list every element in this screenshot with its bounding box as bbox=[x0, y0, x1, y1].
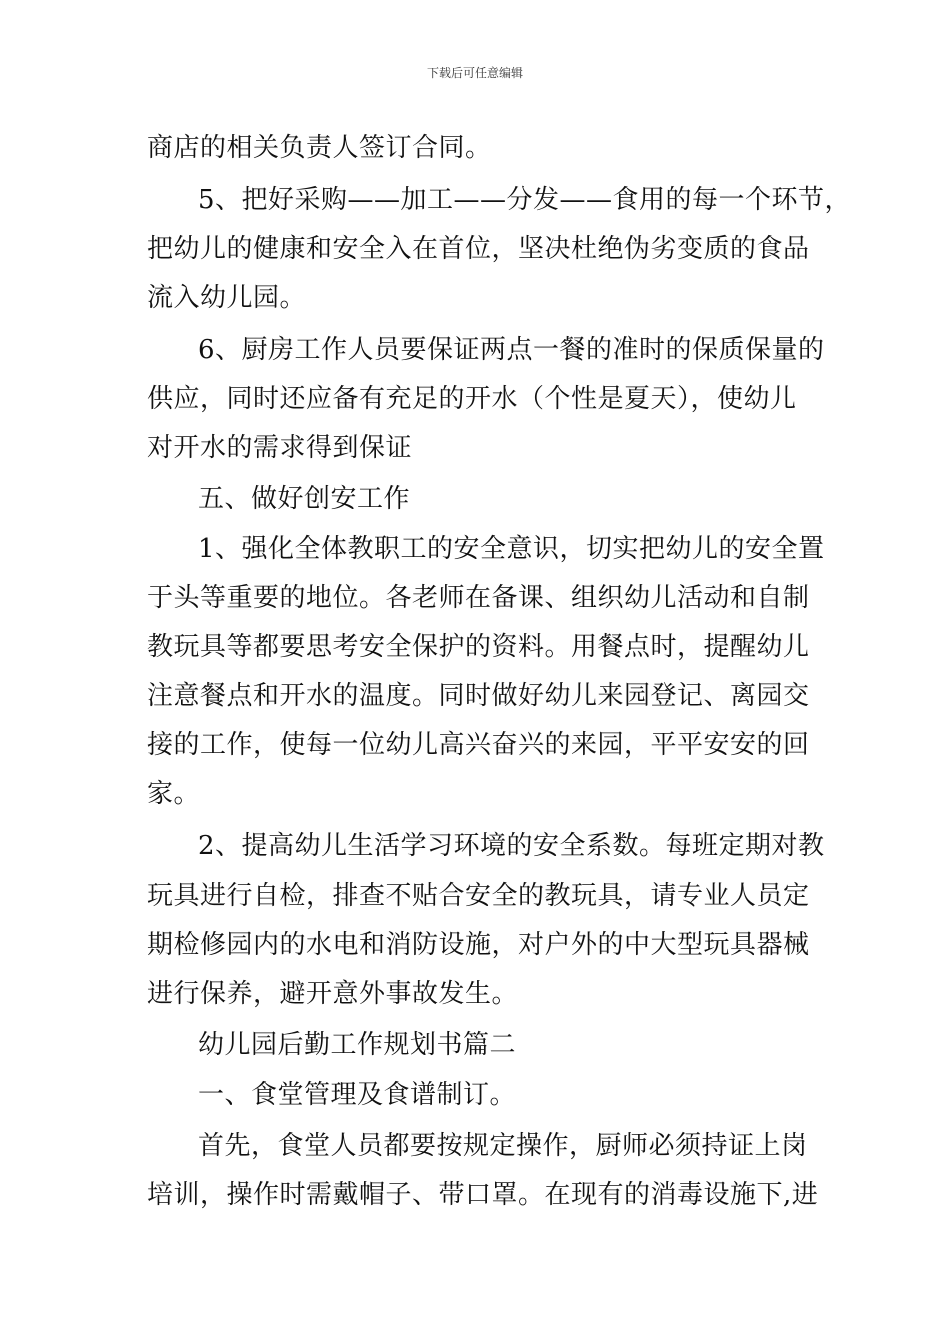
section-heading: 幼儿园后勤工作规划书篇二 bbox=[198, 1030, 517, 1060]
text-line: 对开水的需求得到保证 bbox=[147, 433, 413, 463]
text-line: 6、厨房工作人员要保证两点一餐的准时的保质保量的 bbox=[198, 335, 825, 365]
text-line: 于头等重要的地位。各老师在备课、组织幼儿活动和自制 bbox=[147, 583, 810, 613]
text-line: 供应，同时还应备有充足的开水（个性是夏天），使幼儿 bbox=[147, 384, 797, 414]
text-line: 期检修园内的水电和消防设施，对户外的中大型玩具器械 bbox=[147, 930, 810, 960]
text-line: 商店的相关负责人签订合同。 bbox=[147, 133, 492, 163]
text-line: 家。 bbox=[147, 779, 201, 809]
text-line: 把幼儿的健康和安全入在首位，坚决杜绝伪劣变质的食品 bbox=[147, 234, 810, 264]
text-line: 首先，食堂人员都要按规定操作，厨师必须持证上岗 bbox=[198, 1131, 808, 1161]
text-line: 2、提高幼儿生活学习环境的安全系数。每班定期对教 bbox=[198, 831, 825, 861]
text-line: 流入幼儿园。 bbox=[147, 283, 307, 313]
text-line: 培训，操作时需戴帽子、带口罩。在现有的消毒设施下,进 bbox=[147, 1180, 819, 1210]
text-line: 接的工作，使每一位幼儿高兴奋兴的来园，平平安安的回 bbox=[147, 730, 810, 760]
page-header: 下载后可任意编辑 bbox=[426, 66, 523, 80]
section-heading: 一、食堂管理及食谱制订。 bbox=[198, 1080, 517, 1110]
text-line: 1、强化全体教职工的安全意识，切实把幼儿的安全置 bbox=[198, 534, 825, 564]
text-line: 进行保养，避开意外事故发生。 bbox=[147, 979, 519, 1009]
text-line: 玩具进行自检，排查不贴合安全的教玩具，请专业人员定 bbox=[147, 881, 810, 911]
text-line: 教玩具等都要思考安全保护的资料。用餐点时，提醒幼儿 bbox=[147, 632, 810, 662]
text-line: 注意餐点和开水的温度。同时做好幼儿来园登记、离园交 bbox=[147, 681, 810, 711]
section-heading: 五、做好创安工作 bbox=[198, 484, 411, 514]
text-line: 5、把好采购——加工——分发——食用的每一个环节， bbox=[198, 185, 852, 215]
